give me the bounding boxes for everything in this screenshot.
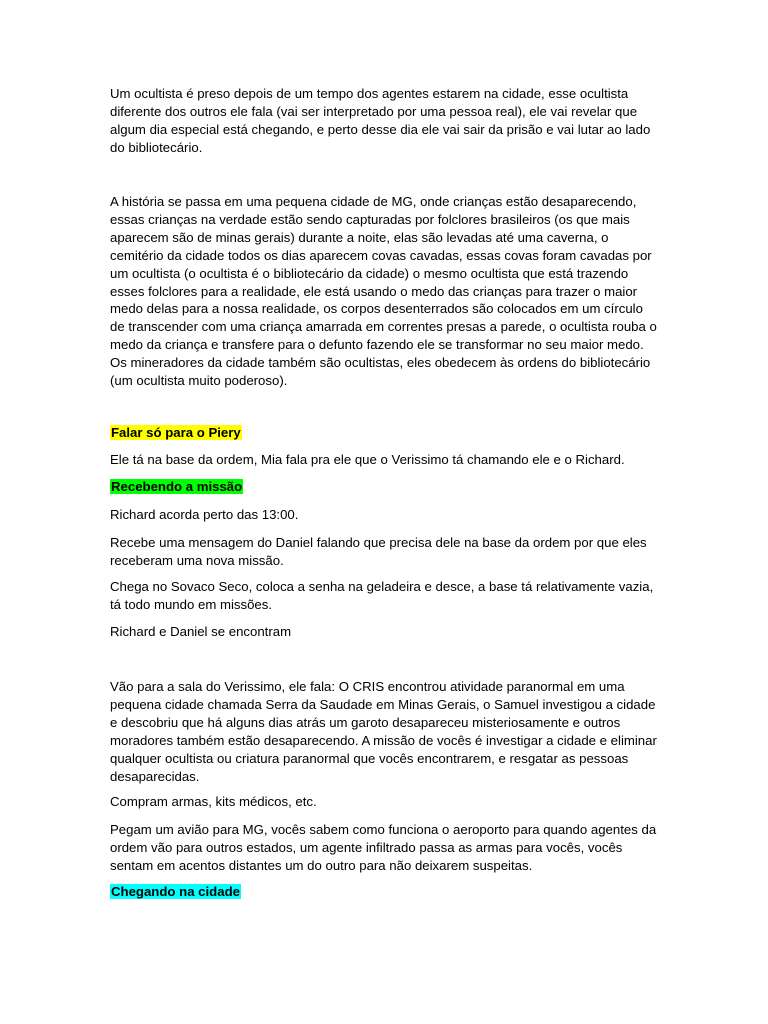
heading-chegando-cidade: Chegando na cidade [111, 884, 240, 899]
paragraph-aviao: Pegam um avião para MG, vocês sabem como funciona o aeroporto para quando agentes da ordem vão para outros estados, um agente infiltrado passa as armas para vocês, vocês sentam em acentos distantes um do outro para não deixarem suspeitas. [110, 822, 657, 873]
paragraph-encontram: Richard e Daniel se encontram [110, 624, 292, 639]
paragraph-historia: A história se passa em uma pequena cidade de MG, onde crianças estão desaparecendo, essas crianças na verdade estão sendo capturadas por folclores brasileiros (os que mais aparecem são de minas gerais) durante a noite, elas são levadas até uma caverna, o cemitério da cidade todos os dias aparecem covas cavadas, essas covas foram cavadas por um ocultista (o ocultista é o bibliotecário da cidade) o mesmo ocultista que está trazendo esses folclores para a realidade, ele está usando o medo das crianças para trazer o maior medo delas para a nossa realidade, os corpos desenterrados são colocados em um círculo de transcender com uma criança amarrada em correntes presas a parede, o ocultista rouba o medo da criança e transfere para o defunto fazendo ele se transformar no seu maior medo. Os mineradores da cidade também são ocultistas, eles obedecem às ordens do bibliotecário (um ocultista muito poderoso). [110, 194, 657, 389]
heading-falar-piery: Falar só para o Piery [111, 425, 241, 440]
paragraph-sala-verissimo: Vão para a sala do Verissimo, ele fala: O CRIS encontrou atividade paranormal em uma pequena cidade chamada Serra da Saudade em Minas Gerais, o Samuel investigou a cidade e descobriu que há alguns dias atrás um garoto desapareceu misteriosamente e outros moradores também estão desaparecendo. A missão de vocês é investigar a cidade e eliminar qualquer ocultista ou criatura paranormal que vocês encontrarem, e resgatar as pessoas desaparecidas. [110, 679, 657, 784]
heading-recebendo-missao: Recebendo a missão [111, 479, 243, 494]
paragraph-mensagem-daniel: Recebe uma mensagem do Daniel falando que precisa dele na base da ordem por que eles receberam uma nova missão. [110, 535, 647, 568]
paragraph-base-ordem: Ele tá na base da ordem, Mia fala pra ele que o Verissimo tá chamando ele e o Richard. [110, 452, 625, 467]
heading-falar-piery-wrap [110, 424, 658, 442]
paragraph-ocultista-preso: Um ocultista é preso depois de um tempo dos agentes estarem na cidade, esse ocultista diferente dos outros ele fala (vai ser interpretado por uma pessoa real), ele vai revelar que algum dia especial está chegando, e perto desse dia ele vai sair da prisão e vai lutar ao lado do bibliotecário. [110, 86, 651, 155]
heading-recebendo-missao-wrap [110, 478, 658, 496]
heading-chegando-cidade-wrap [110, 883, 658, 901]
paragraph-sovaco-seco: Chega no Sovaco Seco, coloca a senha na geladeira e desce, a base tá relativamente vazia, tá todo mundo em missões. [110, 579, 654, 612]
paragraph-richard-acorda: Richard acorda perto das 13:00. [110, 507, 299, 522]
paragraph-compram-armas: Compram armas, kits médicos, etc. [110, 794, 317, 809]
